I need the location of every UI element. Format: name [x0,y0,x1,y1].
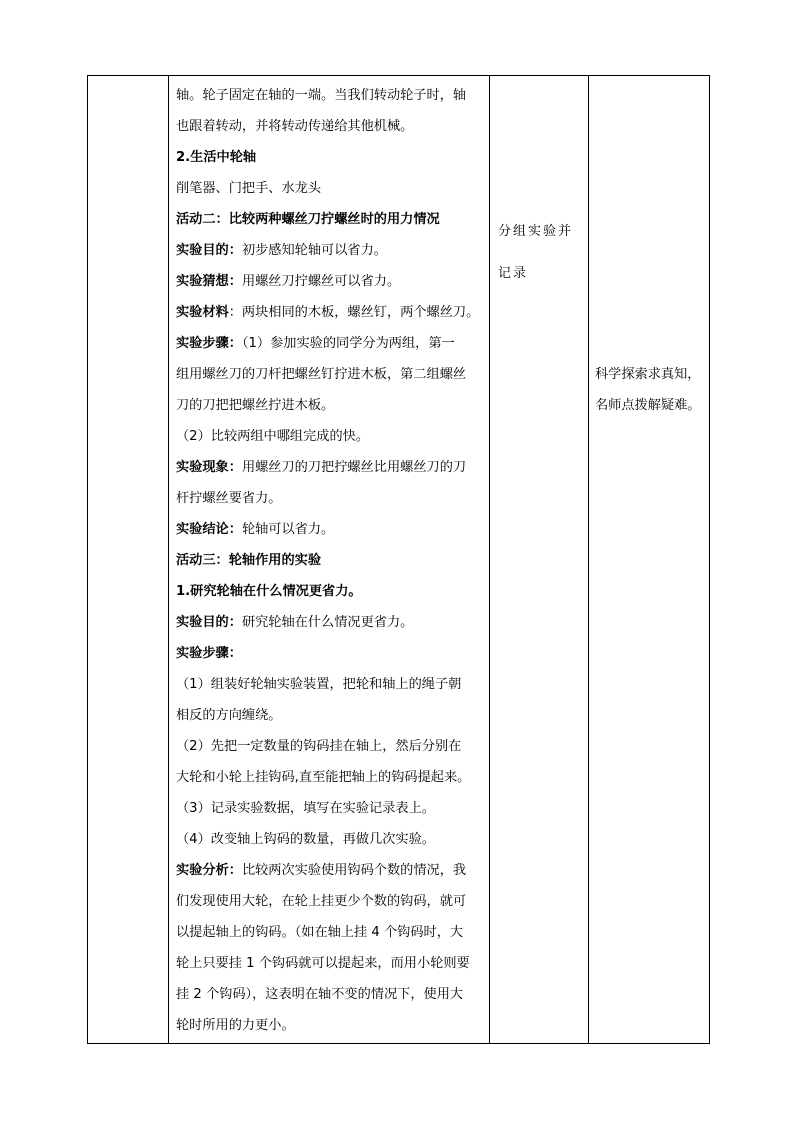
content-line-text: （3）记录实验数据，填写在实验记录表上。 [176,801,435,816]
content-line [176,390,483,421]
content-line [176,359,483,390]
content-line-text: 以提起轴上的钩码。（如在轴上挂 4 个钩码时，大 [176,925,464,940]
content-line-text: 轮上只要挂 1 个钩码就可以提起来，而用小轮则要 [176,956,470,971]
content-line-text: 也跟着转动，并将转动传递给其他机械。 [176,119,414,134]
content-line-label: 2.生活中轮轴 [176,150,257,165]
content-line-text: 比较两次实验使用钩码个数的情况，我 [241,863,467,878]
content-line [176,80,483,111]
content-line [176,297,483,328]
design-intent-line: 科学探索求真知， [595,367,701,382]
content-line [176,204,483,235]
content-line-label: 实验现象： [176,460,242,475]
lesson-plan-table [87,75,710,1044]
content-line [176,824,483,855]
content-line-label: 实验猜想： [176,274,242,289]
content-line-label: 实验结论： [176,522,242,537]
content-line-text: ：两块相同的木板，螺丝钉，两个螺丝刀。 [228,305,480,320]
content-line [176,793,483,824]
design-intent-line: 名师点拨解疑难。 [595,398,701,413]
content-line [176,638,483,669]
content-line [176,669,483,700]
content-line [176,514,483,545]
content-line-text: 用螺丝刀拧螺丝可以省力。 [241,274,401,289]
empty-cell [88,76,169,1044]
content-line-label: 实验目的： [176,243,242,258]
content-line [176,235,483,266]
content-line [176,142,483,173]
content-line [176,762,483,793]
design-intent [589,76,709,421]
content-line [176,328,483,359]
content-line-text: 初步感知轮轴可以省力。 [241,243,387,258]
content-line [176,948,483,979]
content-line-label: 实验分析： [176,863,242,878]
content-line [176,917,483,948]
content-line-label: 实验目的： [176,615,242,630]
content-line-text: 挂 2 个钩码），这表明在轴不变的情况下，使用大 [176,987,464,1002]
content-line [176,886,483,917]
content-line-text: （2）先把一定数量的钩码挂在轴上，然后分别在 [176,739,462,754]
content-line [176,855,483,886]
content-line [176,1010,483,1041]
content-line [176,576,483,607]
content-line-label: 实验材料 [176,305,229,320]
content-line [176,173,483,204]
content-line-label: 实验步骤： [176,336,242,351]
content-line [176,979,483,1010]
content-line-label: 活动三：轮轴作用的实验 [176,553,322,568]
content-line [176,266,483,297]
content-line-text: 轴。轮子固定在轴的一端。当我们转动轮子时，轴 [176,88,467,103]
content-line-text: 组用螺丝刀的刀杆把螺丝钉拧进木板，第二组螺丝 [176,367,467,382]
content-line-text: 削笔器、门把手、水龙头 [176,181,322,196]
content-line [176,700,483,731]
content-line [176,483,483,514]
content-line-text: （4）改变轴上钩码的数量，再做几次实验。 [176,832,435,847]
content-line-label: 实验步骤： [176,646,242,661]
content-line [176,421,483,452]
content-line [176,731,483,762]
teaching-content [169,76,489,1041]
content-line-text: 大轮和小轮上挂钩码,直至能把轴上的钩码提起来。 [176,770,471,785]
student-activity-cell [490,76,589,1044]
content-line [176,607,483,638]
content-line [176,545,483,576]
content-line-text: （1）参加实验的同学分为两组，第一 [241,336,455,351]
design-intent-cell [589,76,710,1044]
teaching-content-cell [169,76,490,1044]
content-line-text: 研究轮轴在什么情况更省力。 [241,615,414,630]
student-activity-line: 记录 [498,266,529,281]
content-line-text: 相反的方向缠绕。 [176,708,282,723]
content-line-label: 1.研究轮轴在什么情况更省力。 [176,584,362,599]
student-activity-line: 分组实验并 [498,224,574,239]
content-line [176,452,483,483]
content-line-text: 杆拧螺丝要省力。 [176,491,282,506]
content-line-text: 轮轴可以省力。 [241,522,335,537]
student-activity [490,76,588,295]
content-line-text: （1）组装好轮轴实验装置，把轮和轴上的绳子朝 [176,677,462,692]
content-line-label: 活动二：比较两种螺丝刀拧螺丝时的用力情况 [176,212,440,227]
content-line-text: 轮时所用的力更小。 [176,1018,295,1033]
content-line-text: 用螺丝刀的刀把拧螺丝比用螺丝刀的刀 [241,460,467,475]
content-line [176,111,483,142]
table-row [88,76,710,1044]
content-line-text: 刀的刀把把螺丝拧进木板。 [176,398,335,413]
content-line-text: 们发现使用大轮，在轮上挂更少个数的钩码，就可 [176,894,467,909]
content-line-text: （2）比较两组中哪组完成的快。 [176,429,370,444]
